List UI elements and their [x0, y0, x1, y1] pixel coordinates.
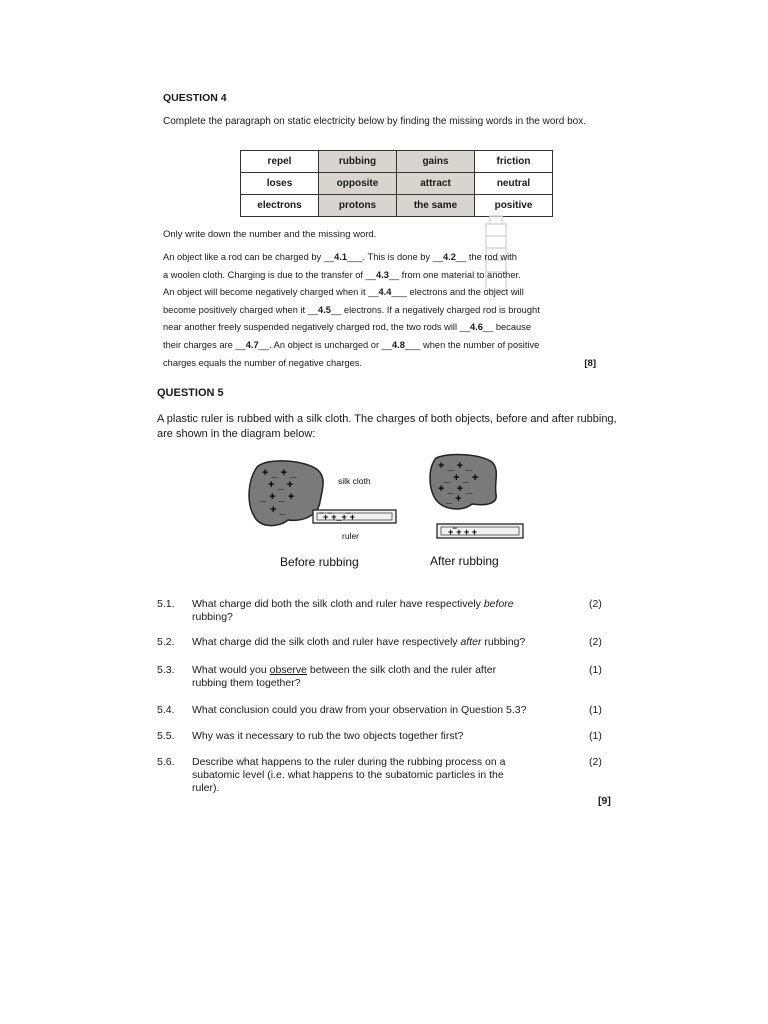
- question-number: 5.5.: [157, 730, 175, 742]
- blank-number: 4.5: [318, 304, 331, 315]
- paragraph-line: [163, 249, 603, 267]
- silk-cloth-after-charges: + _ + _ _ + _ + + _ + _ _ +: [438, 460, 479, 505]
- paragraph-line: [163, 355, 603, 373]
- blank-number: 4.2: [442, 252, 456, 262]
- paragraph-text: ___ electrons and the object will: [391, 287, 524, 298]
- question-text: [192, 756, 562, 795]
- question-text-part: rubbing them together?: [192, 677, 301, 689]
- question-4-instruction: Only write down the number and the missing word.: [163, 229, 377, 240]
- question-marks: (1): [589, 664, 602, 676]
- word-box-row: [241, 173, 553, 195]
- silk-cloth-label: silk cloth: [338, 476, 371, 486]
- question-text: [192, 730, 562, 743]
- blank-number: 4.1: [334, 252, 348, 262]
- paragraph-text: __. An object is uncharged or __: [258, 339, 392, 350]
- emphasis-word: after: [460, 636, 482, 648]
- paragraph-text: ___ when the number of positive: [404, 339, 540, 350]
- question-number: 5.1.: [157, 598, 175, 610]
- question-marks: (2): [589, 636, 602, 648]
- question-text-part: rubbing?: [192, 611, 233, 623]
- question-text-part: What charge did both the silk cloth and ruler have respectively: [192, 598, 484, 610]
- paragraph-line: [163, 267, 603, 285]
- question-text-part: What charge did the silk cloth and ruler have respectively: [192, 636, 461, 648]
- paragraph-text: __ electrons. If a negatively charged rod is brought: [330, 304, 540, 315]
- question-4-marks: [8]: [584, 357, 596, 369]
- emphasis-word: observe: [269, 664, 307, 676]
- word-box-table: [240, 150, 553, 217]
- after-rubbing-caption: After rubbing: [430, 554, 499, 568]
- question-text-part: rubbing?: [481, 636, 526, 648]
- blank-number: 4.3: [375, 269, 389, 280]
- word-box-cell: electrons: [241, 195, 319, 217]
- word-box-row: [241, 151, 553, 173]
- question-number: 5.4.: [157, 704, 175, 716]
- blank-number: 4.8: [391, 339, 405, 350]
- paragraph-text: __ because: [482, 322, 531, 333]
- question-number: 5.6.: [157, 756, 175, 768]
- paragraph-text: ___. This is done by __: [347, 252, 443, 262]
- paragraph-text: An object like a rod can be charged by __: [163, 252, 335, 262]
- before-rubbing-caption: Before rubbing: [280, 555, 359, 569]
- question-text-part: What would you: [192, 664, 270, 676]
- question-text-part: What conclusion could you draw from your observation in Question 5.3?: [192, 704, 527, 716]
- paragraph-text: their charges are __: [163, 339, 246, 350]
- rubbing-diagram: [240, 450, 550, 575]
- word-box-cell: loses: [241, 173, 319, 195]
- paragraph-text: An object will become negatively charged when it __: [163, 287, 379, 298]
- paragraph-line: [163, 302, 603, 320]
- paragraph-text: become positively charged when it __: [163, 304, 319, 315]
- ruler-before-charges: ‾+‾+_+‾+: [320, 512, 356, 522]
- emphasis-word: before: [483, 598, 514, 610]
- ruler-after-charges: +‾+ + +: [448, 527, 478, 537]
- question-marks: (1): [589, 704, 602, 716]
- question-marks: (2): [589, 598, 602, 610]
- question-5-intro: A plastic ruler is rubbed with a silk cloth. The charges of both objects, before and after rubbing, are shown in the diagram below:: [157, 413, 617, 440]
- question-marks: (1): [589, 730, 602, 742]
- word-box-cell: protons: [319, 195, 397, 217]
- question-text: [192, 664, 562, 690]
- question-text: [192, 598, 562, 624]
- question-marks: (2): [589, 756, 602, 768]
- paragraph-line: [163, 284, 603, 302]
- question-text-part: between the silk cloth and the ruler after: [306, 664, 497, 676]
- question-4-intro: Complete the paragraph on static electricity below by finding the missing words in the word box.: [163, 116, 586, 127]
- word-box-cell: friction: [475, 151, 553, 173]
- question-5-heading: QUESTION 5: [157, 387, 224, 399]
- paragraph-line: [163, 337, 603, 355]
- question-text-part: Describe what happens to the ruler during the rubbing process on a: [192, 756, 506, 768]
- word-box-cell: gains: [397, 151, 475, 173]
- blank-number: 4.7: [245, 339, 259, 350]
- paragraph-text: near another freely suspended negatively charged rod, the two rods will __: [163, 322, 470, 333]
- paragraph-line: [163, 319, 603, 337]
- paragraph-text: __ the rod with: [455, 252, 517, 262]
- word-box-cell: neutral: [475, 173, 553, 195]
- word-box-cell: repel: [241, 151, 319, 173]
- silk-cloth-before-charges: + _ + _ + _ + _ + _ + + _: [260, 467, 297, 516]
- word-box-cell: positive: [475, 195, 553, 217]
- blank-number: 4.6: [469, 322, 483, 333]
- question-text-part: Why was it necessary to rub the two objects together first?: [192, 730, 464, 742]
- word-box-cell: attract: [397, 173, 475, 195]
- question-text: [192, 636, 562, 649]
- word-box-cell: rubbing: [319, 151, 397, 173]
- paragraph-text: charges equals the number of negative charges.: [163, 357, 362, 368]
- question-number: 5.2.: [157, 636, 175, 648]
- ruler-label: ruler: [342, 531, 360, 541]
- question-text: [192, 704, 562, 717]
- question-text-part: subatomic level (i.e. what happens to the subatomic particles in the: [192, 769, 504, 781]
- question-text-part: ruler).: [192, 782, 220, 794]
- word-box-cell: the same: [397, 195, 475, 217]
- blank-number: 4.4: [378, 287, 392, 298]
- question-5-marks: [9]: [598, 795, 611, 807]
- paragraph-text: a woolen cloth. Charging is due to the transfer of __: [163, 269, 376, 280]
- question-number: 5.3.: [157, 664, 175, 676]
- question-4-paragraph: [163, 249, 603, 372]
- word-box-cell: opposite: [319, 173, 397, 195]
- question-4-heading: QUESTION 4: [163, 92, 227, 104]
- paragraph-text: __ from one material to another.: [388, 269, 521, 280]
